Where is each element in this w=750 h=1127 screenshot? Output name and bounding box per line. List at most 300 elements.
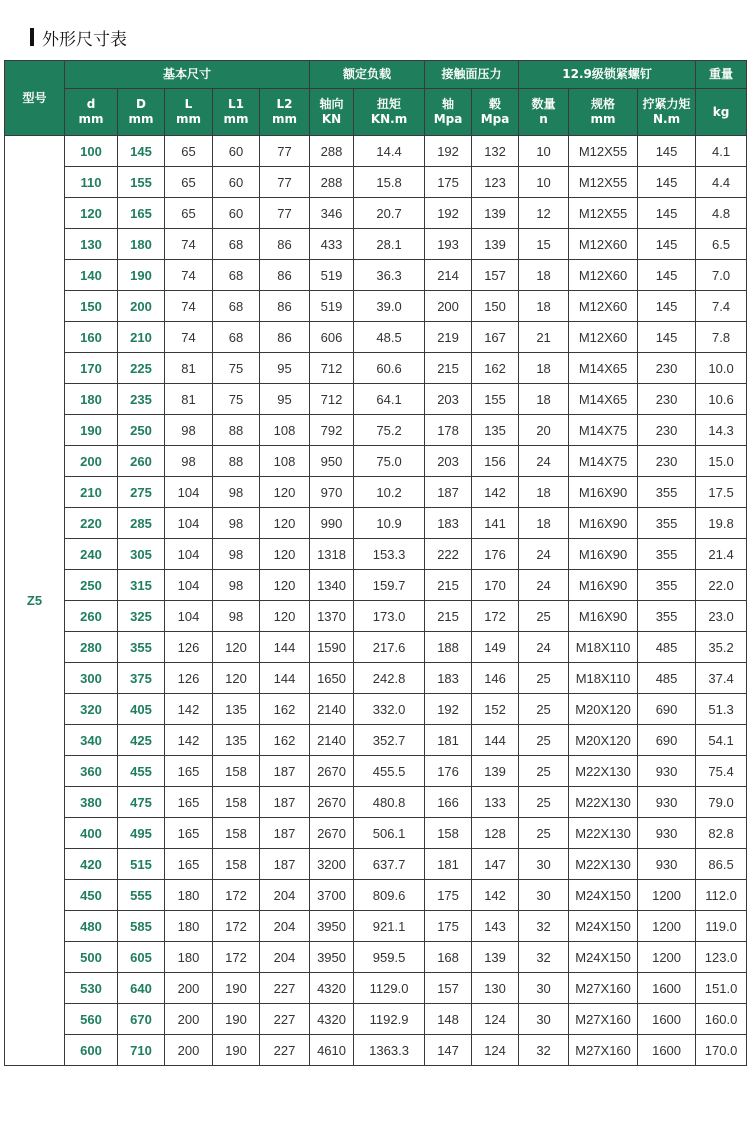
table-cell: 141: [472, 508, 519, 539]
table-cell: M18X110: [569, 632, 638, 663]
table-cell: 200: [118, 291, 165, 322]
table-cell: 1600: [638, 973, 696, 1004]
table-cell: 6.5: [696, 229, 747, 260]
table-cell: 24: [519, 446, 569, 477]
table-cell: 77: [260, 167, 310, 198]
table-cell: 145: [118, 136, 165, 167]
table-cell: 68: [213, 322, 260, 353]
table-cell: 217.6: [354, 632, 425, 663]
table-cell: 170.0: [696, 1035, 747, 1066]
table-cell: 104: [165, 539, 213, 570]
table-row: [5, 756, 747, 787]
table-cell: 88: [213, 415, 260, 446]
table-cell: 98: [165, 446, 213, 477]
header-col-name: D: [136, 97, 146, 111]
table-cell: 950: [310, 446, 354, 477]
header-col: [354, 89, 425, 136]
title-text: 外形尺寸表: [42, 29, 127, 50]
table-cell: 170: [65, 353, 118, 384]
table-cell: 4.1: [696, 136, 747, 167]
table-cell: 155: [118, 167, 165, 198]
table-cell: 75.0: [354, 446, 425, 477]
table-cell: 54.1: [696, 725, 747, 756]
table-cell: 104: [165, 508, 213, 539]
table-cell: 60: [213, 167, 260, 198]
header-col-unit: mm: [590, 112, 616, 126]
table-cell: 124: [472, 1004, 519, 1035]
table-cell: 95: [260, 384, 310, 415]
table-cell: 144: [260, 632, 310, 663]
table-cell: 86: [260, 260, 310, 291]
table-cell: 230: [638, 415, 696, 446]
table-cell: 355: [118, 632, 165, 663]
table-cell: 108: [260, 415, 310, 446]
table-cell: 192: [425, 136, 472, 167]
table-row: [5, 291, 747, 322]
table-cell: 98: [213, 601, 260, 632]
table-cell: 637.7: [354, 849, 425, 880]
table-cell: 15.8: [354, 167, 425, 198]
table-cell: 135: [213, 694, 260, 725]
header-col-name: L1: [228, 97, 244, 111]
table-cell: 670: [118, 1004, 165, 1035]
table-cell: 74: [165, 322, 213, 353]
table-cell: 148: [425, 1004, 472, 1035]
table-row: [5, 694, 747, 725]
header-col-unit: Mpa: [433, 112, 463, 126]
table-cell: 100: [65, 136, 118, 167]
page-title: [30, 26, 127, 48]
table-cell: 1192.9: [354, 1004, 425, 1035]
header-col-name: 毂: [489, 97, 502, 111]
table-cell: 475: [118, 787, 165, 818]
table-cell: 147: [472, 849, 519, 880]
table-cell: 18: [519, 353, 569, 384]
table-cell: 168: [425, 942, 472, 973]
table-cell: 1200: [638, 880, 696, 911]
table-cell: 20: [519, 415, 569, 446]
table-cell: 160.0: [696, 1004, 747, 1035]
header-col: [260, 89, 310, 136]
table-cell: 352.7: [354, 725, 425, 756]
table-cell: 51.3: [696, 694, 747, 725]
table-cell: 3950: [310, 942, 354, 973]
header-col: [519, 89, 569, 136]
table-cell: 225: [118, 353, 165, 384]
model-cell: Z5: [5, 136, 65, 1066]
table-cell: M14X75: [569, 446, 638, 477]
table-cell: 2670: [310, 756, 354, 787]
table-cell: 172: [213, 942, 260, 973]
table-cell: 1650: [310, 663, 354, 694]
table-cell: 455: [118, 756, 165, 787]
table-cell: 77: [260, 136, 310, 167]
table-cell: 151.0: [696, 973, 747, 1004]
table-cell: 142: [165, 725, 213, 756]
table-cell: 135: [213, 725, 260, 756]
table-cell: 181: [425, 849, 472, 880]
spec-table: [4, 60, 747, 1066]
table-cell: 24: [519, 632, 569, 663]
table-cell: 172: [213, 911, 260, 942]
table-cell: 24: [519, 539, 569, 570]
header-weight-unit: kg: [696, 89, 747, 136]
table-row: [5, 725, 747, 756]
table-cell: 18: [519, 260, 569, 291]
table-cell: 173.0: [354, 601, 425, 632]
header-col-name: 轴向: [319, 97, 344, 111]
table-cell: M12X55: [569, 198, 638, 229]
table-header: [5, 61, 747, 136]
table-cell: 495: [118, 818, 165, 849]
table-cell: 190: [118, 260, 165, 291]
table-cell: 120: [260, 570, 310, 601]
table-cell: 162: [260, 694, 310, 725]
header-basic-dimensions: 基本尺寸: [65, 61, 310, 89]
table-cell: 710: [118, 1035, 165, 1066]
table-cell: 600: [65, 1035, 118, 1066]
table-cell: 210: [65, 477, 118, 508]
table-cell: M12X60: [569, 229, 638, 260]
table-cell: 204: [260, 880, 310, 911]
table-cell: 175: [425, 880, 472, 911]
table-cell: 32: [519, 1035, 569, 1066]
table-row: [5, 942, 747, 973]
table-cell: 157: [425, 973, 472, 1004]
table-cell: 4320: [310, 973, 354, 1004]
table-cell: 95: [260, 353, 310, 384]
header-col: [65, 89, 118, 136]
table-cell: 425: [118, 725, 165, 756]
header-col-name: L2: [276, 97, 293, 111]
table-cell: 147: [425, 1035, 472, 1066]
table-cell: 360: [65, 756, 118, 787]
table-cell: 187: [260, 756, 310, 787]
table-cell: 165: [165, 787, 213, 818]
table-cell: 120: [213, 663, 260, 694]
table-cell: 145: [638, 291, 696, 322]
table-cell: 142: [165, 694, 213, 725]
table-cell: 18: [519, 384, 569, 415]
table-cell: 128: [472, 818, 519, 849]
table-cell: 809.6: [354, 880, 425, 911]
table-cell: 30: [519, 849, 569, 880]
table-cell: 142: [472, 880, 519, 911]
table-cell: 204: [260, 942, 310, 973]
table-cell: 515: [118, 849, 165, 880]
header-model: 型号: [5, 61, 65, 136]
header-col-unit: mm: [78, 112, 104, 126]
table-cell: 30: [519, 880, 569, 911]
table-cell: 188: [425, 632, 472, 663]
table-cell: 143: [472, 911, 519, 942]
table-cell: 139: [472, 756, 519, 787]
header-col: [638, 89, 696, 136]
table-cell: 519: [310, 260, 354, 291]
table-row: [5, 136, 747, 167]
table-cell: 104: [165, 477, 213, 508]
table-cell: 214: [425, 260, 472, 291]
table-cell: 230: [638, 384, 696, 415]
table-cell: 15: [519, 229, 569, 260]
table-row: [5, 570, 747, 601]
table-cell: 20.7: [354, 198, 425, 229]
table-cell: 485: [638, 632, 696, 663]
table-cell: 158: [213, 849, 260, 880]
table-cell: 712: [310, 384, 354, 415]
table-cell: 340: [65, 725, 118, 756]
table-cell: 3950: [310, 911, 354, 942]
table-cell: M14X75: [569, 415, 638, 446]
header-locking-screw: 12.9级锁紧螺钉: [519, 61, 696, 89]
table-cell: 165: [165, 849, 213, 880]
table-cell: 240: [65, 539, 118, 570]
header-col-unit: n: [539, 112, 548, 126]
table-cell: 921.1: [354, 911, 425, 942]
header-col-unit: mm: [128, 112, 154, 126]
header-col-unit: N.m: [653, 112, 681, 126]
header-col: [569, 89, 638, 136]
table-cell: 288: [310, 167, 354, 198]
table-cell: 1600: [638, 1004, 696, 1035]
table-cell: 156: [472, 446, 519, 477]
table-cell: 81: [165, 384, 213, 415]
table-cell: M22X130: [569, 756, 638, 787]
table-cell: 19.8: [696, 508, 747, 539]
table-row: [5, 322, 747, 353]
table-cell: 227: [260, 973, 310, 1004]
table-cell: 190: [65, 415, 118, 446]
table-cell: 250: [65, 570, 118, 601]
header-col-unit: mm: [175, 112, 201, 126]
table-cell: 235: [118, 384, 165, 415]
header-col: [213, 89, 260, 136]
table-cell: 126: [165, 632, 213, 663]
table-cell: 690: [638, 694, 696, 725]
table-cell: 190: [213, 1004, 260, 1035]
table-cell: 82.8: [696, 818, 747, 849]
table-cell: 1590: [310, 632, 354, 663]
table-cell: 167: [472, 322, 519, 353]
table-cell: 17.5: [696, 477, 747, 508]
table-cell: 250: [118, 415, 165, 446]
table-cell: 28.1: [354, 229, 425, 260]
table-cell: 120: [260, 477, 310, 508]
table-cell: 120: [213, 632, 260, 663]
table-cell: 25: [519, 725, 569, 756]
table-cell: 75: [213, 353, 260, 384]
table-row: [5, 1035, 747, 1066]
table-cell: 176: [472, 539, 519, 570]
table-cell: 222: [425, 539, 472, 570]
table-cell: 145: [638, 136, 696, 167]
table-cell: 585: [118, 911, 165, 942]
table-cell: 25: [519, 787, 569, 818]
table-row: [5, 601, 747, 632]
table-cell: 315: [118, 570, 165, 601]
header-col-unit: Mpa: [480, 112, 510, 126]
table-cell: 1363.3: [354, 1035, 425, 1066]
table-cell: 203: [425, 384, 472, 415]
table-cell: 65: [165, 167, 213, 198]
table-cell: 68: [213, 291, 260, 322]
table-cell: 690: [638, 725, 696, 756]
table-cell: 485: [638, 663, 696, 694]
table-cell: 98: [213, 570, 260, 601]
table-cell: 172: [472, 601, 519, 632]
table-cell: 10: [519, 136, 569, 167]
table-row: [5, 198, 747, 229]
table-cell: 1200: [638, 911, 696, 942]
table-cell: 1340: [310, 570, 354, 601]
table-cell: 204: [260, 911, 310, 942]
table-cell: 32: [519, 942, 569, 973]
table-cell: 166: [425, 787, 472, 818]
table-cell: 305: [118, 539, 165, 570]
table-cell: M14X65: [569, 353, 638, 384]
table-cell: 123: [472, 167, 519, 198]
table-cell: 21.4: [696, 539, 747, 570]
table-cell: 193: [425, 229, 472, 260]
table-cell: 332.0: [354, 694, 425, 725]
table-cell: 180: [65, 384, 118, 415]
table-cell: 325: [118, 601, 165, 632]
header-col-name: 扭矩: [377, 97, 402, 111]
table-cell: 230: [638, 446, 696, 477]
table-cell: 159.7: [354, 570, 425, 601]
header-col: [472, 89, 519, 136]
header-contact-pressure: 接触面压力: [425, 61, 519, 89]
table-cell: 25: [519, 663, 569, 694]
table-cell: M24X150: [569, 942, 638, 973]
table-cell: 130: [472, 973, 519, 1004]
table-row: [5, 539, 747, 570]
header-col-name: d: [86, 97, 96, 111]
table-cell: 2670: [310, 787, 354, 818]
table-body: [5, 136, 747, 1066]
table-cell: 192: [425, 198, 472, 229]
table-cell: M27X160: [569, 1004, 638, 1035]
table-cell: 37.4: [696, 663, 747, 694]
table-cell: 355: [638, 601, 696, 632]
table-cell: 320: [65, 694, 118, 725]
table-cell: 175: [425, 911, 472, 942]
table-cell: 35.2: [696, 632, 747, 663]
table-cell: 142: [472, 477, 519, 508]
table-cell: 23.0: [696, 601, 747, 632]
table-cell: 792: [310, 415, 354, 446]
header-col-name: 规格: [591, 97, 616, 111]
table-cell: M24X150: [569, 880, 638, 911]
table-cell: 930: [638, 818, 696, 849]
table-cell: 18: [519, 477, 569, 508]
table-cell: 10.0: [696, 353, 747, 384]
table-cell: 145: [638, 167, 696, 198]
table-cell: 1129.0: [354, 973, 425, 1004]
table-row: [5, 818, 747, 849]
table-cell: M16X90: [569, 601, 638, 632]
table-cell: 355: [638, 477, 696, 508]
table-cell: 155: [472, 384, 519, 415]
table-cell: 200: [165, 973, 213, 1004]
table-cell: 210: [118, 322, 165, 353]
table-cell: 7.0: [696, 260, 747, 291]
header-col: [310, 89, 354, 136]
table-cell: 400: [65, 818, 118, 849]
table-cell: 108: [260, 446, 310, 477]
table-cell: 144: [260, 663, 310, 694]
table-cell: 220: [65, 508, 118, 539]
header-col: [118, 89, 165, 136]
table-row: [5, 415, 747, 446]
table-cell: M14X65: [569, 384, 638, 415]
table-cell: 10.2: [354, 477, 425, 508]
table-cell: 139: [472, 942, 519, 973]
table-cell: 420: [65, 849, 118, 880]
header-col: [425, 89, 472, 136]
table-cell: 215: [425, 353, 472, 384]
table-cell: 555: [118, 880, 165, 911]
table-cell: 98: [213, 539, 260, 570]
table-cell: 4.8: [696, 198, 747, 229]
table-cell: 260: [118, 446, 165, 477]
table-cell: 12: [519, 198, 569, 229]
table-cell: 86.5: [696, 849, 747, 880]
table-row: [5, 229, 747, 260]
table-cell: 162: [472, 353, 519, 384]
table-cell: 375: [118, 663, 165, 694]
table-cell: M22X130: [569, 818, 638, 849]
table-cell: 346: [310, 198, 354, 229]
table-cell: M12X60: [569, 322, 638, 353]
table-cell: 450: [65, 880, 118, 911]
table-cell: 139: [472, 229, 519, 260]
table-row: [5, 167, 747, 198]
table-cell: 180: [165, 880, 213, 911]
table-cell: 215: [425, 601, 472, 632]
table-cell: 3200: [310, 849, 354, 880]
table-cell: 75.4: [696, 756, 747, 787]
table-cell: 560: [65, 1004, 118, 1035]
table-cell: 104: [165, 570, 213, 601]
table-cell: 280: [65, 632, 118, 663]
table-row: [5, 446, 747, 477]
table-cell: 930: [638, 787, 696, 818]
table-cell: 2670: [310, 818, 354, 849]
table-cell: 175: [425, 167, 472, 198]
header-col-unit: KN.m: [370, 112, 408, 126]
table-cell: 203: [425, 446, 472, 477]
table-cell: 98: [213, 477, 260, 508]
table-cell: 86: [260, 322, 310, 353]
table-row: [5, 477, 747, 508]
table-cell: 139: [472, 198, 519, 229]
table-cell: 506.1: [354, 818, 425, 849]
table-cell: 86: [260, 229, 310, 260]
table-cell: 144: [472, 725, 519, 756]
table-cell: 165: [118, 198, 165, 229]
table-cell: 3700: [310, 880, 354, 911]
table-cell: 355: [638, 570, 696, 601]
table-cell: 183: [425, 508, 472, 539]
table-cell: M16X90: [569, 508, 638, 539]
table-cell: 30: [519, 973, 569, 1004]
table-cell: M16X90: [569, 539, 638, 570]
table-cell: 88: [213, 446, 260, 477]
table-cell: 930: [638, 756, 696, 787]
table-cell: 110: [65, 167, 118, 198]
table-cell: 1200: [638, 942, 696, 973]
